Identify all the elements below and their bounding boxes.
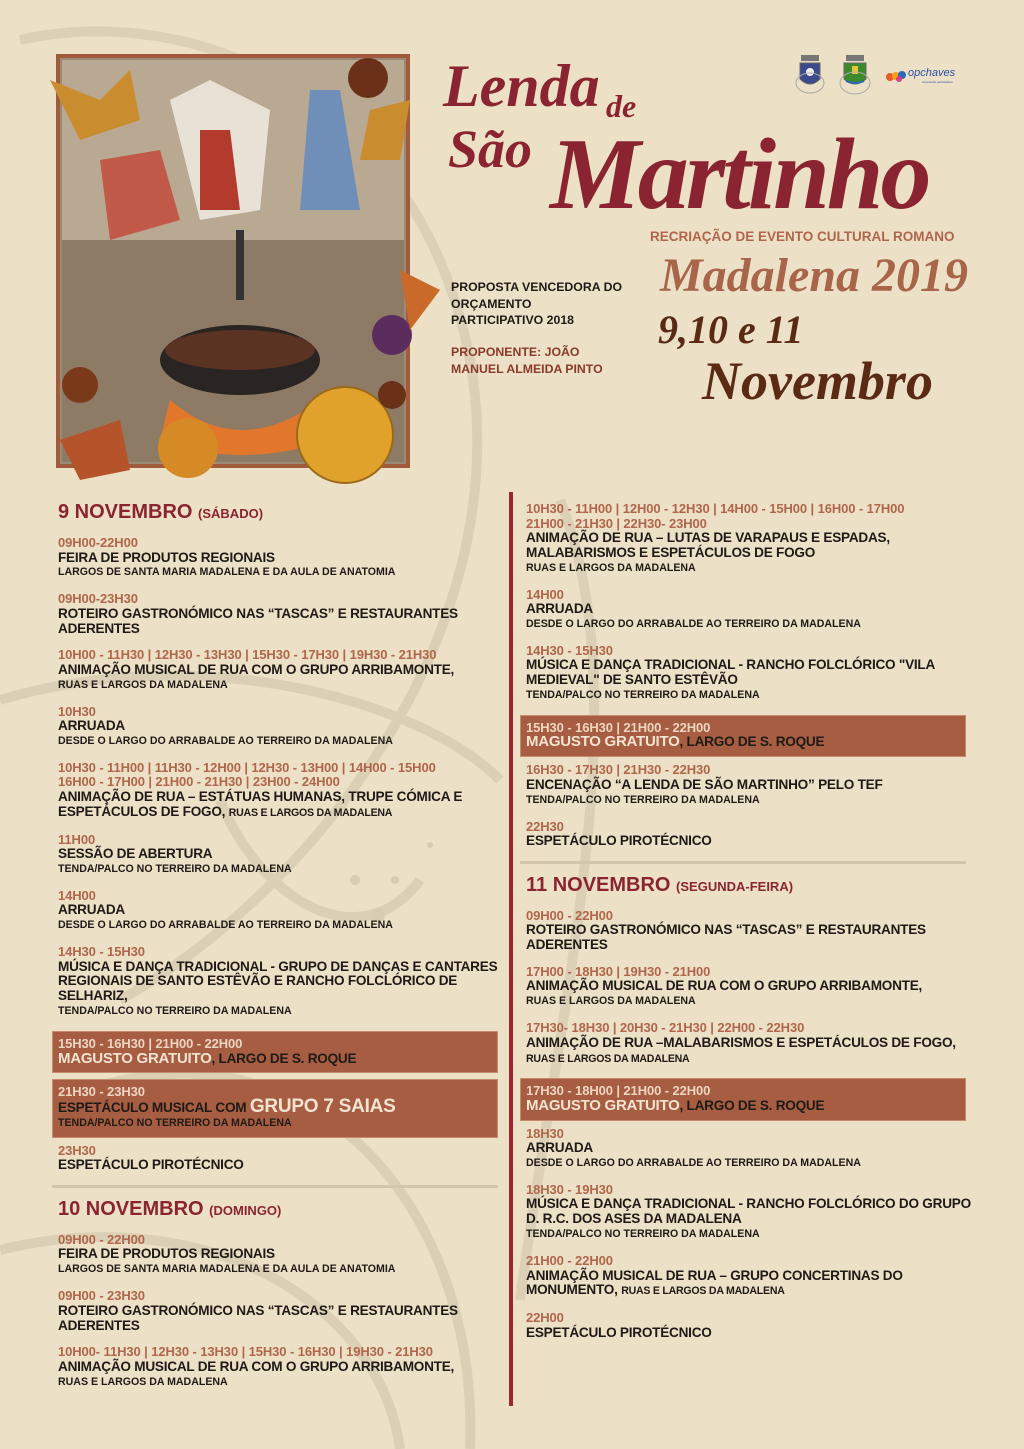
event-time: 21H00 - 22H00 xyxy=(526,1253,613,1269)
event-location: TENDA/PALCO NO TERREIRO DA MADALENA xyxy=(58,1116,292,1129)
schedule-event xyxy=(58,1144,504,1173)
event-time: 17H00 - 18H30 | 19H30 - 21H00 xyxy=(526,963,711,979)
event-location: RUAS E LARGOS DA MADALENA xyxy=(621,1285,785,1298)
event-title-text: ROTEIRO GASTRONÓMICO NAS “TASCAS” E RESTAURANTES ADERENTES xyxy=(526,922,926,953)
event-location: DESDE O LARGO DO ARRABALDE AO TERREIRO DA MADALENA xyxy=(526,1156,861,1169)
event-location: DESDE O LARGO DO ARRABALDE AO TERREIRO DA MADALENA xyxy=(526,617,861,630)
event-title xyxy=(58,1158,504,1173)
schedule-event xyxy=(58,761,504,821)
event-time: 14H00 xyxy=(526,586,564,602)
day-heading xyxy=(58,500,504,526)
proposal-line: PARTICIPATIVO 2018 xyxy=(451,313,574,327)
event-title-suffix: , LARGO DE S. ROQUE xyxy=(211,1050,357,1066)
event-title-text: FEIRA DE PRODUTOS REGIONAIS xyxy=(58,1246,275,1262)
event-title-text: SESSÃO DE ABERTURA xyxy=(58,846,213,862)
event-location: TENDA/PALCO NO TERREIRO DA MADALENA xyxy=(526,793,760,806)
event-title xyxy=(526,923,972,953)
event-title xyxy=(526,1269,972,1300)
section-divider xyxy=(52,1185,498,1188)
opchaves-logo xyxy=(886,67,962,85)
schedule-event xyxy=(58,889,504,933)
event-title-text: ANIMAÇÃO MUSICAL DE RUA COM O GRUPO ARRIBAMONTE, xyxy=(526,978,923,994)
event-time: 18H30 - 19H30 xyxy=(526,1181,613,1197)
parish-coat-of-arms-logo xyxy=(838,53,872,97)
event-location: LARGOS DE SANTA MARIA MADALENA E DA AULA DE ANATOMIA xyxy=(58,1263,396,1276)
event-title-text: MÚSICA E DANÇA TRADICIONAL - GRUPO DE DANÇAS E CANTARES REGIONAIS DE SANTO ESTÊVÃO E RANCHO FOLCLÓRICO DE SELHARIZ, xyxy=(58,958,498,1004)
event-time: 23H30 xyxy=(58,1142,96,1158)
event-location: RUAS E LARGOS DA MADALENA xyxy=(58,678,228,691)
event-location: DESDE O LARGO DO ARRABALDE AO TERREIRO DA MADALENA xyxy=(58,734,393,747)
event-title xyxy=(526,1036,972,1067)
opchaves-tagline: orçamento participativo xyxy=(922,80,954,84)
proposal-text xyxy=(451,279,622,329)
event-location: TENDA/PALCO NO TERREIRO DA MADALENA xyxy=(58,1005,292,1018)
event-title xyxy=(526,658,972,688)
schedule-event xyxy=(58,705,504,749)
event-time: 10H30 xyxy=(58,703,96,719)
event-location: TENDA/PALCO NO TERREIRO DA MADALENA xyxy=(526,688,760,701)
day-heading xyxy=(526,873,972,899)
schedule-event xyxy=(58,945,504,1019)
proponent-line: MANUEL ALMEIDA PINTO xyxy=(451,361,603,376)
title-lenda: Lenda xyxy=(443,53,600,119)
event-highlight: GRUPO 7 SAIAS xyxy=(249,1095,396,1117)
highlighted-event xyxy=(520,1078,966,1120)
schedule-event xyxy=(526,820,972,849)
title-sao: São xyxy=(448,119,533,179)
day-label: 9 NOVEMBRO xyxy=(58,501,193,523)
schedule-event xyxy=(526,909,972,953)
event-month: Novembro xyxy=(702,351,933,411)
event-title xyxy=(58,607,504,637)
schedule-right-column xyxy=(526,502,972,1352)
schedule-event xyxy=(526,588,972,632)
event-title-text: ENCENAÇÃO “A LENDA DE SÃO MARTINHO” PELO TEF xyxy=(526,776,883,792)
event-location: DESDE O LARGO DO ARRABALDE AO TERREIRO DA MADALENA xyxy=(58,919,393,932)
event-title-text: ROTEIRO GASTRONÓMICO NAS “TASCAS” E RESTAURANTES ADERENTES xyxy=(58,605,458,636)
schedule-event xyxy=(526,1254,972,1299)
event-location: RUAS E LARGOS DA MADALENA xyxy=(58,1375,228,1388)
event-time: 09H00 - 22H00 xyxy=(58,1231,145,1247)
event-title xyxy=(526,1326,972,1341)
day-weekday: (SEGUNDA-FEIRA) xyxy=(676,878,794,894)
event-title-text: ANIMAÇÃO DE RUA – LUTAS DE VARAPAUS E ESPADAS, MALABARISMOS E ESPETÁCULOS DE FOGO xyxy=(526,530,890,560)
day-label: 11 NOVEMBRO xyxy=(526,873,671,896)
proposal-line: ORÇAMENTO xyxy=(451,296,532,311)
event-time: 09H00-23H30 xyxy=(58,591,138,607)
event-title-text: ARRUADA xyxy=(526,1140,593,1156)
schedule-event xyxy=(58,648,504,692)
event-title xyxy=(526,1096,960,1114)
event-time: 17H30- 18H30 | 20H30 - 21H30 | 22H00 - 22H30 xyxy=(526,1020,805,1036)
event-title xyxy=(58,1304,504,1334)
event-title-text: ESPETÁCULO PIROTÉCNICO xyxy=(58,1157,244,1173)
event-location: RUAS E LARGOS DA MADALENA xyxy=(526,561,696,574)
schedule-event xyxy=(58,833,504,877)
event-location: RUAS E LARGOS DA MADALENA xyxy=(526,1052,690,1065)
event-time: 21H30 - 23H30 xyxy=(58,1084,145,1100)
title-martinho: Martinho xyxy=(550,118,929,231)
event-title xyxy=(58,1247,504,1262)
event-highlight: MAGUSTO GRATUITO xyxy=(526,733,680,751)
event-title-text: ESPETÁCULO PIROTÉCNICO xyxy=(526,833,712,849)
event-title xyxy=(58,847,504,862)
event-title xyxy=(58,663,504,678)
event-title-text: ARRUADA xyxy=(58,902,125,918)
event-location: TENDA/PALCO NO TERREIRO DA MADALENA xyxy=(526,1228,760,1241)
schedule-event xyxy=(526,1021,972,1066)
event-title-text: ANIMAÇÃO MUSICAL DE RUA COM O GRUPO ARRIBAMONTE, xyxy=(58,661,455,677)
event-time: 14H30 - 15H30 xyxy=(526,642,613,658)
day-weekday: (DOMINGO) xyxy=(209,1202,282,1218)
event-time: 15H30 - 16H30 | 21H00 - 22H00 xyxy=(526,719,711,735)
schedule-event xyxy=(58,592,504,636)
illustration-saint-martin-chestnuts xyxy=(40,40,450,490)
event-title-suffix: , LARGO DE S. ROQUE xyxy=(679,734,825,750)
place-year: Madalena 2019 xyxy=(660,249,969,302)
event-time: 14H30 - 15H30 xyxy=(58,944,145,960)
day-weekday: (SÁBADO) xyxy=(198,506,264,521)
event-location: RUAS E LARGOS DA MADALENA xyxy=(526,995,696,1008)
schedule-event xyxy=(526,1127,972,1171)
event-time: 09H00 - 22H00 xyxy=(526,907,613,923)
proponent-line: PROPONENTE: JOÃO xyxy=(451,345,580,359)
event-time: 17H30 - 18H00 | 21H00 - 22H00 xyxy=(526,1083,711,1099)
event-title xyxy=(526,531,972,561)
schedule-event xyxy=(526,763,972,807)
highlighted-event xyxy=(52,1079,498,1137)
event-title xyxy=(526,1197,972,1227)
event-title-text: MÚSICA E DANÇA TRADICIONAL - RANCHO FOLCLÓRICO DO GRUPO D. R.C. DOS ASES DA MADALENA xyxy=(526,1196,971,1227)
event-location: TENDA/PALCO NO TERREIRO DA MADALENA xyxy=(58,862,292,875)
event-title xyxy=(526,834,972,849)
municipality-coat-of-arms-logo xyxy=(795,53,825,95)
proponent-text xyxy=(451,344,603,377)
subtitle: RECRIAÇÃO DE EVENTO CULTURAL ROMANO xyxy=(650,229,955,244)
section-divider xyxy=(520,861,966,864)
event-title xyxy=(58,960,504,1004)
event-title-text: ARRUADA xyxy=(58,718,125,734)
event-time: 14H00 xyxy=(58,887,96,903)
event-title xyxy=(526,778,972,793)
event-title xyxy=(526,735,960,750)
event-time: 10H30 - 11H00 | 11H30 - 12H00 | 12H30 - 13H00 | 14H00 - 15H00 xyxy=(58,759,436,775)
event-title xyxy=(526,979,972,994)
event-time: 16H30 - 17H30 | 21H30 - 22H30 xyxy=(526,762,711,778)
event-title-text: MÚSICA E DANÇA TRADICIONAL - RANCHO FOLCLÓRICO "VILA MEDIEVAL" DE SANTO ESTÊVÃO xyxy=(526,657,935,688)
highlighted-event xyxy=(520,715,966,757)
schedule-event xyxy=(58,1345,504,1389)
proposal-line: PROPOSTA VENCEDORA DO xyxy=(451,280,623,294)
event-title xyxy=(58,1095,492,1117)
day-heading xyxy=(58,1197,504,1223)
schedule-event xyxy=(526,502,972,576)
event-time: 22H00 xyxy=(526,1310,564,1326)
event-title-text: ROTEIRO GASTRONÓMICO NAS “TASCAS” E RESTAURANTES ADERENTES xyxy=(58,1302,458,1333)
event-title xyxy=(58,903,504,918)
schedule-event xyxy=(526,1183,972,1242)
event-time: 18H30 xyxy=(526,1125,564,1141)
event-location: RUAS E LARGOS DA MADALENA xyxy=(228,806,393,819)
event-highlight: MAGUSTO GRATUITO xyxy=(58,1049,212,1067)
column-divider xyxy=(509,492,513,1406)
event-title xyxy=(58,1049,492,1067)
schedule-event xyxy=(526,965,972,1009)
schedule-event xyxy=(58,1233,504,1277)
event-title xyxy=(526,602,972,617)
event-title xyxy=(58,1360,504,1375)
event-time: 22H30 xyxy=(526,818,564,834)
schedule-event xyxy=(58,1289,504,1333)
event-title xyxy=(58,790,504,821)
event-time: 21H00 - 21H30 | 22H30- 23H00 xyxy=(526,515,707,531)
opchaves-brand: opchaves xyxy=(908,67,956,79)
event-title-text: ANIMAÇÃO MUSICAL DE RUA – GRUPO CONCERTINAS DO MONUMENTO, xyxy=(526,1267,903,1298)
title-de: de xyxy=(606,88,637,124)
day-label: 10 NOVEMBRO xyxy=(58,1197,204,1220)
schedule-left-column xyxy=(58,500,504,1402)
schedule-event xyxy=(526,644,972,703)
schedule-event xyxy=(526,1311,972,1340)
event-title-text: ANIMAÇÃO DE RUA – ESTÁTUAS HUMANAS, TRUPE CÓMICA E ESPETÁCULOS DE FOGO, xyxy=(58,788,463,819)
event-time: 09H00 - 23H30 xyxy=(58,1288,145,1304)
event-time: 15H30 - 16H30 | 21H00 - 22H00 xyxy=(58,1036,243,1052)
event-title-text: ANIMAÇÃO MUSICAL DE RUA COM O GRUPO ARRIBAMONTE, xyxy=(58,1358,455,1374)
event-title-text: ESPETÁCULO MUSICAL COM xyxy=(58,1099,250,1115)
event-time: 11H00 xyxy=(58,831,96,847)
event-title-text: FEIRA DE PRODUTOS REGIONAIS xyxy=(58,549,275,565)
event-time: 16H00 - 17H00 | 21H00 - 21H30 | 23H00 - 24H00 xyxy=(58,774,340,790)
event-location: LARGOS DE SANTA MARIA MADALENA E DA AULA DE ANATOMIA xyxy=(58,566,396,579)
event-time: 09H00-22H00 xyxy=(58,535,138,550)
event-highlight: MAGUSTO GRATUITO xyxy=(526,1096,680,1114)
event-time: 10H00- 11H30 | 12H30 - 13H30 | 15H30 - 16H30 | 19H30 - 21H30 xyxy=(58,1344,433,1360)
highlighted-event xyxy=(52,1031,498,1073)
schedule-event xyxy=(58,536,504,580)
event-title xyxy=(58,719,504,734)
event-title-text: ESPETÁCULO PIROTÉCNICO xyxy=(526,1324,712,1340)
event-title-suffix: , LARGO DE S. ROQUE xyxy=(679,1097,825,1113)
event-title-text: ANIMAÇÃO DE RUA –MALABARISMOS E ESPETÁCULOS DE FOGO, xyxy=(526,1034,956,1050)
event-dates: 9,10 e 11 xyxy=(658,307,804,352)
event-title xyxy=(58,551,504,566)
event-time: 10H30 - 11H00 | 12H00 - 12H30 | 14H00 - 15H00 | 16H00 - 17H00 xyxy=(526,501,905,516)
event-title xyxy=(526,1141,972,1156)
event-time: 10H00 - 11H30 | 12H30 - 13H30 | 15H30 - 17H30 | 19H30 - 21H30 xyxy=(58,647,437,663)
event-title-text: ARRUADA xyxy=(526,601,593,617)
